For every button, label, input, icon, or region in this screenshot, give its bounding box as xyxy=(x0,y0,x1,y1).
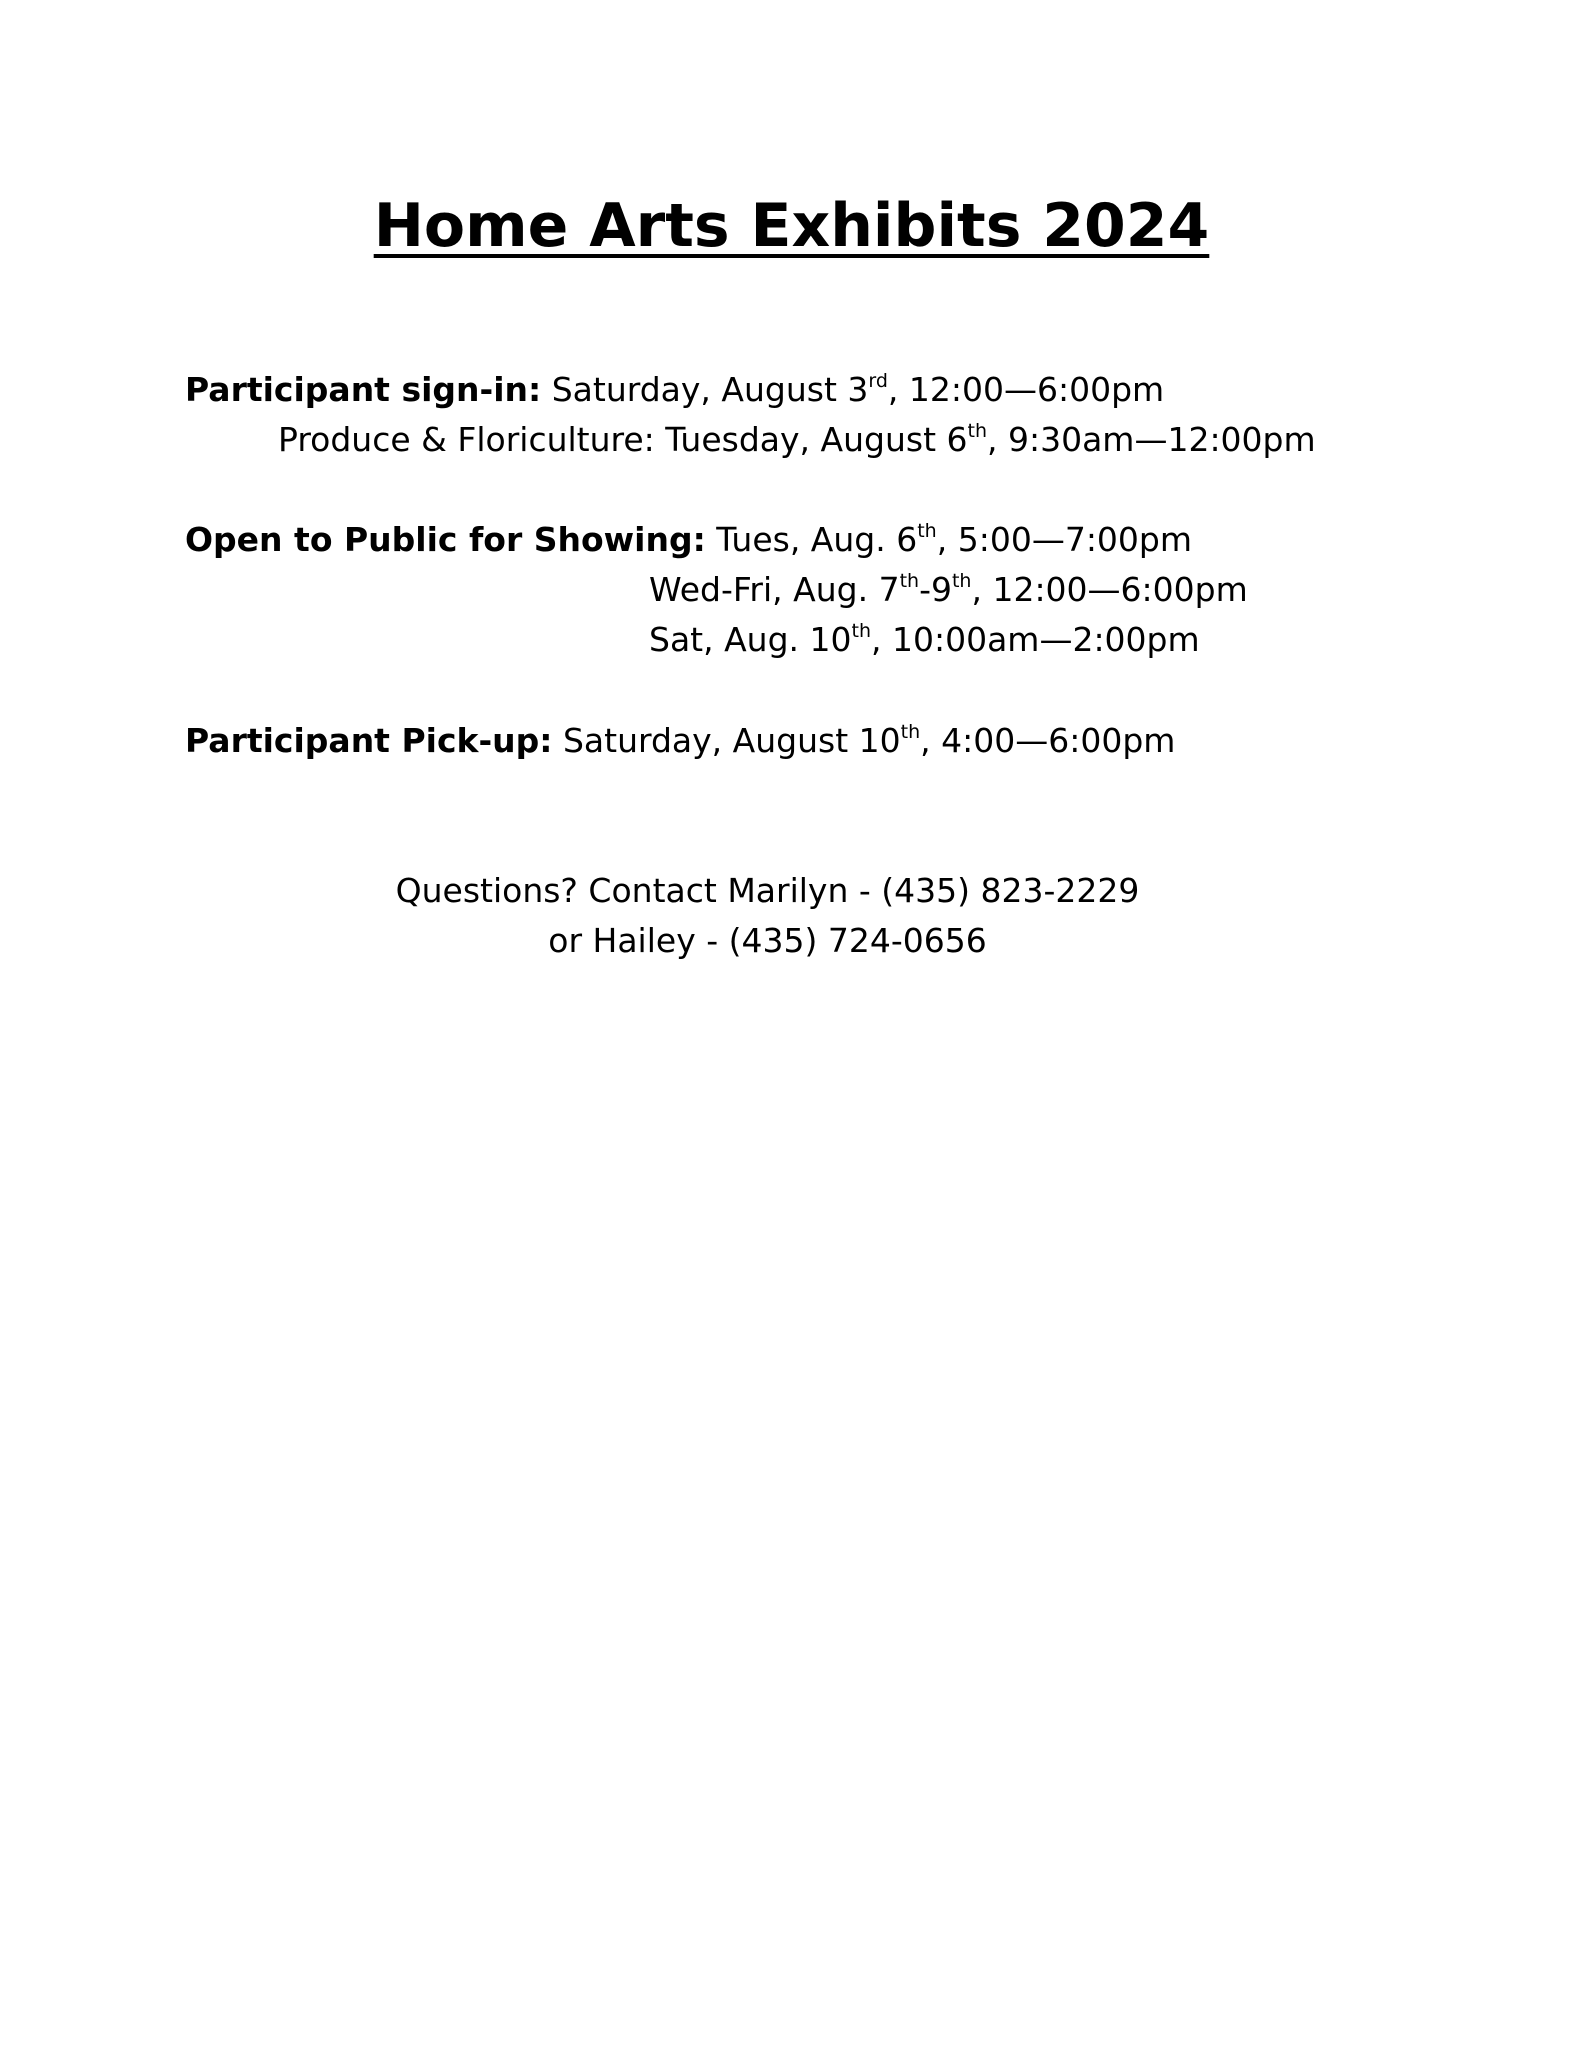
public-line-3 xyxy=(649,618,1200,662)
pickup-date-suffix: th xyxy=(900,721,921,743)
contact-line-1: Questions? Contact Marilyn - (435) 823-2229 xyxy=(395,871,1140,910)
public-line2-suffix-2: th xyxy=(951,570,972,592)
public-label: Open to Public for Showing: xyxy=(185,520,706,559)
signin-time: , 12:00—6:00pm xyxy=(887,370,1165,409)
produce-line xyxy=(278,418,1316,462)
page-title-text: Home Arts Exhibits 2024 xyxy=(373,191,1210,261)
contact-line-2: or Hailey - (435) 724-0656 xyxy=(548,921,987,960)
produce-date: Produce & Floriculture: Tuesday, August 6 xyxy=(278,420,968,459)
public-line2-date: Wed-Fri, Aug. 7 xyxy=(649,570,900,609)
public-line1-time: , 5:00—7:00pm xyxy=(936,520,1193,559)
public-line3-time: , 10:00am—2:00pm xyxy=(871,620,1200,659)
public-line3-suffix: th xyxy=(851,620,871,642)
produce-date-suffix: th xyxy=(967,420,987,442)
signin-date-suffix: rd xyxy=(868,370,888,392)
pickup-date: Saturday, August 10 xyxy=(552,721,901,760)
public-line2-mid: -9 xyxy=(919,570,952,609)
page-title xyxy=(0,190,1583,262)
public-line1-suffix: th xyxy=(917,520,937,542)
pickup-time: , 4:00—6:00pm xyxy=(920,721,1176,760)
pickup-label: Participant Pick-up: xyxy=(185,721,553,760)
public-line3-date: Sat, Aug. 10 xyxy=(649,620,852,659)
public-line-1 xyxy=(185,518,1192,562)
public-line-2 xyxy=(649,568,1248,612)
signin-date: Saturday, August 3 xyxy=(541,370,869,409)
signin-label: Participant sign-in: xyxy=(185,370,542,409)
public-line1-date: Tues, Aug. 6 xyxy=(705,520,918,559)
produce-time: , 9:30am—12:00pm xyxy=(987,420,1316,459)
public-line2-time: , 12:00—6:00pm xyxy=(971,570,1248,609)
pickup-line xyxy=(185,719,1175,763)
public-line2-suffix-1: th xyxy=(899,570,920,592)
signin-line xyxy=(185,368,1164,412)
